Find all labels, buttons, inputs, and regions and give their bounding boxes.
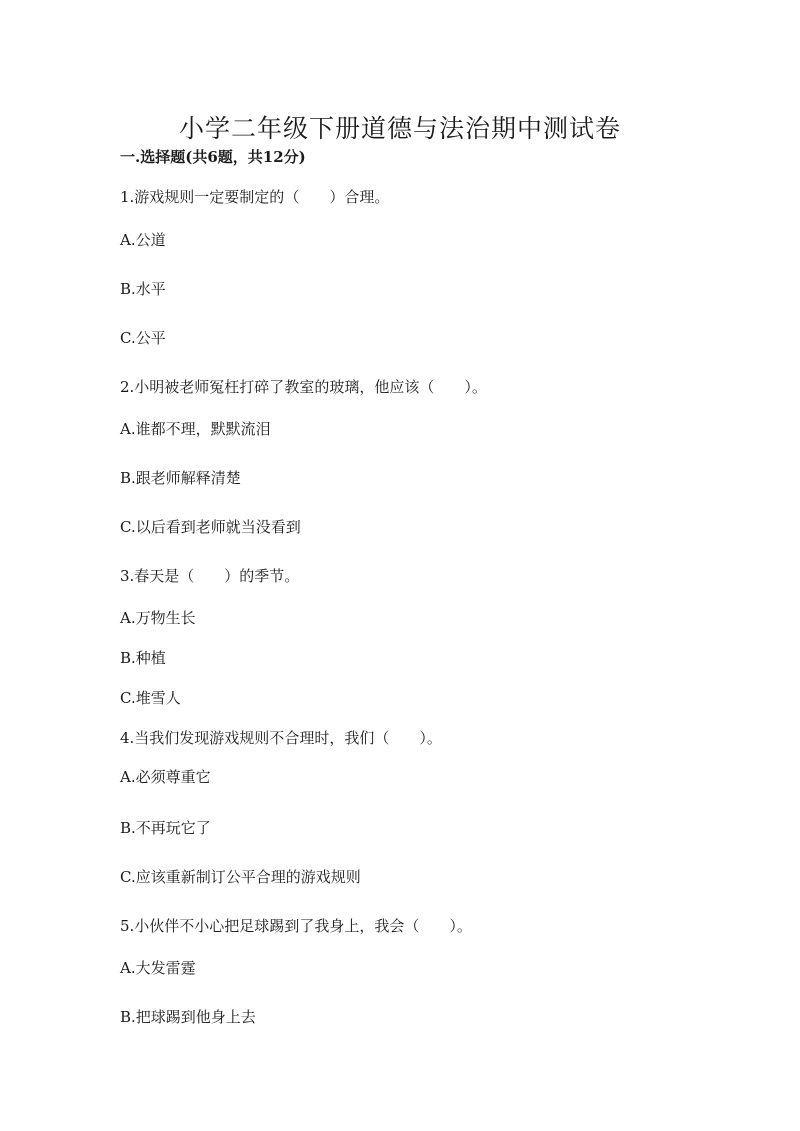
question-3-option-c: C.堆雪人 — [120, 689, 181, 707]
question-1-option-a: A.公道 — [120, 231, 166, 249]
question-1-stem: 1.游戏规则一定要制定的（ ）合理。 — [120, 188, 390, 206]
question-3-stem: 3.春天是（ ）的季节。 — [120, 567, 300, 585]
question-1-option-b: B.水平 — [120, 280, 166, 298]
question-4-option-b: B.不再玩它了 — [120, 819, 211, 837]
question-2-stem: 2.小明被老师冤枉打碎了教室的玻璃，他应该（ ）。 — [120, 378, 487, 396]
question-4-option-a: A.必须尊重它 — [120, 768, 211, 786]
section-heading: 一.选择题(共6题，共12分) — [120, 148, 306, 166]
question-1-option-c: C.公平 — [120, 329, 166, 347]
question-2-option-b: B.跟老师解释清楚 — [120, 469, 241, 487]
question-5-stem: 5.小伙伴不小心把足球踢到了我身上，我会（ ）。 — [120, 917, 472, 935]
question-2-option-a: A.谁都不理，默默流泪 — [120, 420, 271, 438]
page-title: 小学二年级下册道德与法治期中测试卷 — [178, 113, 621, 143]
question-4-stem: 4.当我们发现游戏规则不合理时，我们（ ）。 — [120, 729, 442, 747]
question-4-option-c: C.应该重新制订公平合理的游戏规则 — [120, 868, 361, 886]
question-3-option-b: B.种植 — [120, 649, 166, 667]
question-5-option-b: B.把球踢到他身上去 — [120, 1008, 256, 1026]
question-2-option-c: C.以后看到老师就当没看到 — [120, 518, 301, 536]
question-5-option-a: A.大发雷霆 — [120, 959, 196, 977]
question-3-option-a: A.万物生长 — [120, 609, 196, 627]
